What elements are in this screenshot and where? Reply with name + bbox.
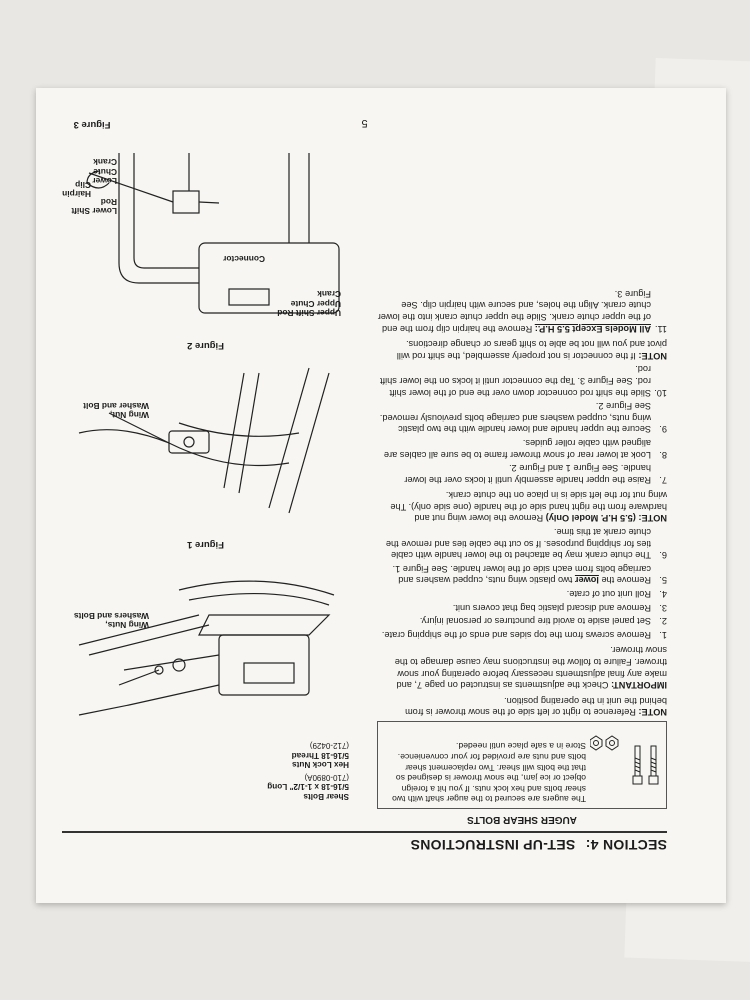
step-number: 10.: [654, 387, 667, 398]
important-notice: [377, 644, 667, 690]
step-number: 5.: [659, 575, 667, 586]
shear-bolt-label: Shear Bolts: [303, 792, 349, 801]
step-text: Slide the shift rod connector down over the end of the lower shift rod. See Figure 3. Tap the connector until it locks on the lower shift rod.: [379, 364, 651, 398]
step-text: Raise the upper handle assembly until it locks over the lower handle. See Figure 1 and Figure 2.: [404, 463, 651, 485]
step-8: [377, 436, 667, 459]
figure-1-callout: Wing Nuts, Washers and Bolts: [73, 610, 149, 630]
shear-bolt-part-number: (710-0890A): [304, 772, 349, 782]
page-number: 5: [361, 117, 368, 129]
shear-bolt-illustration: [590, 734, 662, 786]
figure-3-callout-lower-shift-rod: Lower Shift Rod: [71, 196, 117, 216]
hex-nut-label: Hex Lock Nuts: [292, 760, 349, 770]
text-column: [377, 285, 667, 825]
step-5: [377, 562, 667, 585]
step-11: [377, 287, 667, 333]
note-reference: [377, 694, 667, 717]
shear-bolt-spec: 5/16-18 x 1-1/2" Long: [267, 782, 349, 792]
step-text: Remove screws from the top sides and ends of the shipping crate.: [381, 629, 651, 640]
step-11-text: Remove the hairpin clip from the end of the upper chute crank. Slide the upper chute crank into the lower chute crank. Align the holes, and secure with hairpin clip. See Figure 3.: [377, 288, 651, 334]
step-text-part: Remove the: [598, 575, 651, 586]
step-text: Secure the upper handle and lower handle with the two plastic wing nuts, cupped washers and carriage bolts previously removed. See Figure 2.: [379, 401, 651, 435]
step-number: 6.: [659, 550, 667, 561]
step-text: Look at lower rear of snow thrower frame to be sure all cables are aligned with cable roller guides.: [383, 437, 651, 460]
step-4: [377, 587, 667, 599]
step-emphasis: lower: [574, 575, 599, 586]
section-number: SECTION 4:: [585, 837, 667, 853]
upper-shift-rod-label: Upper Shift Rod: [277, 308, 341, 318]
note-5-5-hp-label: NOTE: (5.5 H.P. Model Only): [545, 513, 667, 524]
bolt-part-labels: [253, 740, 349, 801]
section-title: SET-UP INSTRUCTIONS: [410, 837, 576, 853]
step-number: 3.: [659, 602, 667, 613]
figure-1-label: Figure 1: [187, 539, 224, 550]
figure-3-label: Figure 3: [73, 119, 111, 130]
step-3: [377, 601, 667, 613]
step-text: [377, 562, 651, 585]
step-6: [377, 526, 667, 561]
important-text: Check the adjustments as instructed on page 7, and make any final adjustments necessary before operating your snow thrower. Failure to follow the instructions may cause damage to the snow thrower.: [394, 645, 667, 691]
shear-bolt-description: The augers are secured to the auger shaft with two shear bolts and hex lock nuts. If you hit a foreign object or ice jam, the snow thrower is designed so that the bolts will shear. Two replacement shear bolts and nuts are provided for your convenience. Store in a safe place until needed.: [392, 741, 586, 805]
note-connector-label: NOTE:: [638, 350, 667, 361]
hex-nut-part-number: (712-0429): [309, 741, 349, 751]
step-number: 4.: [659, 589, 667, 600]
figure-1: [62, 535, 349, 725]
step-text: Remove and discard plastic bag that covers unit.: [452, 602, 651, 613]
shear-bolts-heading: AUGER SHEAR BOLTS: [467, 814, 577, 825]
manual-page-content: [62, 108, 667, 853]
note-reference-text: Reference to right or left side of the snow thrower is from behind the unit in the operating position.: [405, 695, 667, 718]
important-label: IMPORTANT:: [611, 680, 667, 691]
step-1: [377, 628, 667, 640]
figure-3-callout-upper-shift-rod: [271, 289, 341, 317]
note-connector-text: If the connector is not properly assembled, the shift rod will pivot and you will not be able to shift gears or change directions.: [396, 339, 667, 361]
step-9: [377, 400, 667, 435]
step-text-part: two plastic wing nuts, cupped washers and carriage bolts from each side of the lower handle. See Figure 1.: [392, 563, 651, 586]
step-7: [377, 462, 667, 485]
step-number: 1.: [659, 629, 667, 640]
figure-3-callout-lower-chute: Lower Chute Crank: [92, 157, 117, 186]
step-10: [377, 363, 667, 398]
step-text: Roll unit out of crate.: [566, 589, 651, 600]
note-connector: [377, 338, 667, 361]
shear-bolt-info-box: [377, 721, 667, 809]
hex-nut-spec: 5/16-18 Thread: [291, 750, 349, 760]
figure-3-callout-connector: Connector: [223, 254, 265, 264]
step-number: 7.: [659, 474, 667, 485]
step-11-label: All Models Except 5.5 H.P.:: [534, 323, 651, 334]
step-2: [377, 615, 667, 627]
section-rule: [62, 831, 667, 833]
figure-3: [62, 119, 349, 323]
step-number: 2.: [659, 616, 667, 627]
figure-2-callout: Wing Nut, Washer and Bolt: [83, 400, 149, 420]
note-reference-label: NOTE:: [638, 707, 667, 718]
upper-chute-crank-label: Upper Chute Crank: [290, 289, 341, 309]
figure-2-label: Figure 2: [187, 340, 224, 351]
step-number: 11.: [654, 323, 667, 334]
figure-3-callout-hairpin: Hairpin Clip: [62, 179, 91, 199]
section-heading: [62, 837, 667, 853]
figure-2-illustration: [62, 358, 349, 523]
figure-2: [62, 338, 349, 523]
note-5-5-hp-text: Remove the lower wing nut and hardware from the right hand side of the handle (one side only). The wing nut for the left side is in place on the chute crank.: [390, 490, 667, 524]
step-text: [377, 287, 651, 333]
step-text: The chute crank may be attached to the lower handle with cable ties for shipping purposes. If so cut the cable ties and remove the chute crank at this time.: [385, 527, 651, 561]
note-5-5-hp: [377, 489, 667, 524]
step-number: 8.: [659, 449, 667, 460]
step-text: Set panel aside to avoid tire punctures or personal injury.: [419, 616, 651, 627]
step-number: 9.: [659, 424, 667, 435]
figure-1-illustration: [62, 557, 349, 725]
